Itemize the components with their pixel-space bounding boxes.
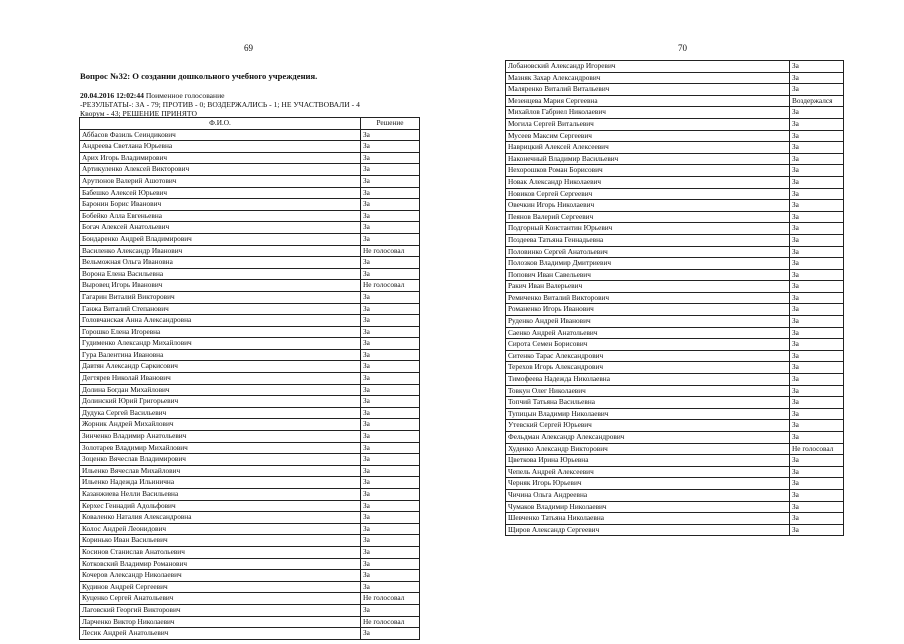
page-number: 70 (678, 43, 687, 53)
vote-decision: За (361, 500, 420, 512)
deputy-name: Ситенко Тарас Александрович (506, 350, 790, 362)
vote-decision: За (361, 141, 420, 153)
table-row (80, 535, 420, 547)
deputy-name: Мазняк Захар Александрович (506, 72, 790, 84)
table-row (80, 489, 420, 501)
vote-decision: За (790, 350, 844, 362)
header-decision: Решение (361, 118, 420, 130)
deputy-name: Зинченко Владимир Анатольевич (80, 431, 361, 443)
deputy-name: Жорник Андрей Михайлович (80, 419, 361, 431)
deputy-name: Фельдман Александр Александрович (506, 432, 790, 444)
table-row (80, 222, 420, 234)
deputy-name: Лобановский Александр Игоревич (506, 61, 790, 73)
vote-decision: За (790, 513, 844, 525)
page-number: 69 (244, 43, 253, 53)
table-row (80, 419, 420, 431)
vote-decision: Не голосовал (361, 593, 420, 605)
deputy-name: Тупицын Владимир Николаевич (506, 408, 790, 420)
vote-decision: За (790, 362, 844, 374)
table-row (506, 223, 844, 235)
deputy-name: Косинов Станислав Анатольевич (80, 546, 361, 558)
deputy-name: Василенко Александр Иванович (80, 245, 361, 257)
deputy-name: Лаговский Георгий Викторович (80, 604, 361, 616)
deputy-name: Щиров Александр Сергеевич (506, 524, 790, 536)
table-row (506, 304, 844, 316)
table-row (506, 292, 844, 304)
deputy-name: Андреева Светлана Юрьевна (80, 141, 361, 153)
deputy-name: Казанжиева Нелли Васильевна (80, 489, 361, 501)
table-row (506, 246, 844, 258)
vote-decision: За (361, 489, 420, 501)
vote-decision: За (790, 432, 844, 444)
vote-decision: За (361, 431, 420, 443)
table-row (506, 385, 844, 397)
deputy-name: Половинко Сергей Анатольевич (506, 246, 790, 258)
vote-decision: За (790, 455, 844, 467)
deputy-name: Пеянов Валерий Сергеевич (506, 211, 790, 223)
table-row (80, 129, 420, 141)
deputy-name: Маляренко Виталий Витальевич (506, 84, 790, 96)
vote-decision: Не голосовал (361, 616, 420, 628)
table-row (506, 107, 844, 119)
deputy-name: Колос Андрей Леонидович (80, 523, 361, 535)
deputy-name: Арутюнов Валерий Ашотович (80, 175, 361, 187)
vote-decision: Не голосовал (790, 443, 844, 455)
table-row (80, 315, 420, 327)
deputy-name: Терехов Игорь Александрович (506, 362, 790, 374)
deputy-name: Ворона Елена Васильевна (80, 268, 361, 280)
vote-decision: За (361, 210, 420, 222)
table-row (80, 454, 420, 466)
deputy-name: Головчанская Анна Александровна (80, 315, 361, 327)
table-row (80, 477, 420, 489)
table-row (506, 188, 844, 200)
deputy-name: Утевский Сергей Юрьевич (506, 420, 790, 432)
deputy-name: Кочеров Александр Николаевич (80, 570, 361, 582)
vote-decision: За (361, 465, 420, 477)
deputy-name: Гудименко Александр Михайлович (80, 338, 361, 350)
table-row (506, 420, 844, 432)
vote-decision: За (790, 258, 844, 270)
vote-decision: За (790, 374, 844, 386)
right-page (452, 0, 904, 644)
vote-decision: За (361, 604, 420, 616)
table-row (506, 130, 844, 142)
vote-decision: За (361, 546, 420, 558)
deputy-name: Долина Богдан Михайлович (80, 384, 361, 396)
deputy-name: Цветкова Ирина Юрьевна (506, 455, 790, 467)
table-row (506, 524, 844, 536)
vote-decision: За (790, 107, 844, 119)
vote-decision: Не голосовал (361, 245, 420, 257)
vote-decision: За (361, 628, 420, 640)
table-row (506, 408, 844, 420)
vote-decision: За (790, 501, 844, 513)
table-row (506, 466, 844, 478)
deputy-name: Артикуленко Алексей Викторович (80, 164, 361, 176)
deputy-name: Ильенко Вячеслав Михайлович (80, 465, 361, 477)
table-row (506, 118, 844, 130)
table-row (506, 269, 844, 281)
deputy-name: Михайлов Габриел Николаевич (506, 107, 790, 119)
table-row (506, 513, 844, 525)
table-row (80, 338, 420, 350)
table-row (506, 281, 844, 293)
table-row (506, 72, 844, 84)
vote-decision: За (790, 304, 844, 316)
table-row (80, 199, 420, 211)
deputy-name: Куценко Сергей Анатольевич (80, 593, 361, 605)
vote-table-right (505, 60, 844, 536)
deputy-name: Ильенко Надежда Ильинична (80, 477, 361, 489)
deputy-name: Гура Валентина Ивановна (80, 349, 361, 361)
table-row (506, 176, 844, 188)
vote-quorum: Кворум - 43; РЕШЕНИЕ ПРИНЯТО (80, 109, 197, 118)
table-row (80, 326, 420, 338)
deputy-name: Богач Алексей Анатольевич (80, 222, 361, 234)
vote-decision: За (790, 188, 844, 200)
vote-decision: За (790, 466, 844, 478)
table-row (80, 604, 420, 616)
vote-decision: За (361, 570, 420, 582)
table-row (506, 489, 844, 501)
vote-decision: За (361, 257, 420, 269)
vote-decision: За (790, 165, 844, 177)
table-row (80, 407, 420, 419)
table-row (80, 431, 420, 443)
vote-decision: За (361, 129, 420, 141)
table-row (80, 500, 420, 512)
vote-decision: За (790, 211, 844, 223)
table-row (80, 593, 420, 605)
vote-datetime: 20.04.2016 12:02:44 (80, 91, 144, 100)
table-row (80, 187, 420, 199)
deputy-name: Дегтярев Николай Иванович (80, 373, 361, 385)
vote-decision: За (790, 142, 844, 154)
deputy-name: Нехорошков Роман Борисович (506, 165, 790, 177)
deputy-name: Кудинов Андрей Сергеевич (80, 581, 361, 593)
vote-results: -РЕЗУЛЬТАТЫ-: ЗА - 79; ПРОТИВ - 0; ВОЗДЕРЖАЛИСЬ - 1; НЕ УЧАСТВОВАЛИ - 4 (80, 100, 360, 109)
table-row (80, 581, 420, 593)
vote-decision: За (790, 269, 844, 281)
vote-decision: За (361, 315, 420, 327)
vote-decision: За (361, 523, 420, 535)
table-row (80, 512, 420, 524)
deputy-name: Чепель Андрей Алексеевич (506, 466, 790, 478)
table-row (506, 84, 844, 96)
deputy-name: Вельможная Ольга Ивановна (80, 257, 361, 269)
deputy-name: Ремиченко Виталий Викторович (506, 292, 790, 304)
deputy-name: Новак Александр Николаевич (506, 176, 790, 188)
deputy-name: Романенко Игорь Иванович (506, 304, 790, 316)
table-row (80, 361, 420, 373)
vote-decision: За (790, 478, 844, 490)
deputy-name: Саенко Андрей Анатольевич (506, 327, 790, 339)
table-row (80, 245, 420, 257)
vote-decision: За (361, 384, 420, 396)
vote-decision: За (790, 397, 844, 409)
deputy-name: Коваленко Наталия Александровна (80, 512, 361, 524)
table-row (80, 210, 420, 222)
vote-decision: За (790, 327, 844, 339)
vote-decision: За (361, 477, 420, 489)
vote-decision: За (790, 385, 844, 397)
deputy-name: Попович Иван Савельевич (506, 269, 790, 281)
deputy-name: Керхес Геннадий Адольфович (80, 500, 361, 512)
table-row (506, 443, 844, 455)
table-row (506, 153, 844, 165)
deputy-name: Гагарин Виталий Викторович (80, 291, 361, 303)
vote-decision: За (790, 420, 844, 432)
vote-decision: За (790, 130, 844, 142)
vote-decision: За (790, 292, 844, 304)
deputy-name: Ларченко Виктор Николаевич (80, 616, 361, 628)
deputy-name: Ракич Иван Валерьевич (506, 281, 790, 293)
question-title: Вопрос №32: О создании дошкольного учебного учреждения. (80, 71, 318, 81)
vote-decision: За (361, 175, 420, 187)
vote-decision: За (361, 419, 420, 431)
table-row (80, 268, 420, 280)
deputy-name: Руденко Андрей Иванович (506, 316, 790, 328)
table-row (80, 257, 420, 269)
vote-decision: За (790, 223, 844, 235)
vote-decision: За (790, 316, 844, 328)
table-row (80, 465, 420, 477)
table-row (506, 350, 844, 362)
table-row (80, 291, 420, 303)
table-row (80, 628, 420, 640)
deputy-name: Наконечный Владимир Васильевич (506, 153, 790, 165)
vote-decision: За (361, 396, 420, 408)
vote-type: Поименное голосование (145, 91, 225, 100)
deputy-name: Сирота Семен Борисович (506, 339, 790, 351)
deputy-name: Подгорный Константин Юрьевич (506, 223, 790, 235)
table-row (80, 152, 420, 164)
vote-decision: За (361, 454, 420, 466)
vote-decision: За (361, 268, 420, 280)
vote-decision: За (361, 326, 420, 338)
table-row (80, 303, 420, 315)
deputy-name: Арих Игорь Владимирович (80, 152, 361, 164)
deputy-name: Бабешко Алексей Юрьевич (80, 187, 361, 199)
deputy-name: Долинский Юрий Григорьевич (80, 396, 361, 408)
table-row (506, 61, 844, 73)
header-fio: Ф.И.О. (80, 118, 361, 130)
vote-decision: За (361, 199, 420, 211)
deputy-name: Новиков Сергей Сергеевич (506, 188, 790, 200)
table-row (80, 546, 420, 558)
vote-decision: За (361, 291, 420, 303)
table-row (506, 258, 844, 270)
table-row (506, 316, 844, 328)
table-row (506, 211, 844, 223)
deputy-name: Давтян Александр Саркисович (80, 361, 361, 373)
vote-decision: За (790, 61, 844, 73)
vote-table-left (79, 117, 420, 640)
deputy-name: Выровец Игорь Иванович (80, 280, 361, 292)
vote-decision: За (790, 176, 844, 188)
table-row (506, 234, 844, 246)
deputy-name: Овечкин Игорь Николаевич (506, 200, 790, 212)
table-row (80, 233, 420, 245)
deputy-name: Бондаренко Андрей Владимирович (80, 233, 361, 245)
table-row (80, 175, 420, 187)
table-row (506, 374, 844, 386)
deputy-name: Шевченко Татьяна Николаевна (506, 513, 790, 525)
deputy-name: Коринько Иван Васильевич (80, 535, 361, 547)
table-row (506, 142, 844, 154)
deputy-name: Бобейко Алла Евгеньевна (80, 210, 361, 222)
table-row (80, 141, 420, 153)
vote-decision: За (790, 118, 844, 130)
deputy-name: Чумаков Владимир Николаевич (506, 501, 790, 513)
vote-decision: За (361, 535, 420, 547)
table-row (506, 478, 844, 490)
deputy-name: Зоценко Вячеслав Владимирович (80, 454, 361, 466)
deputy-name: Аббасов Фазиль Сеиндикович (80, 129, 361, 141)
table-row (80, 349, 420, 361)
deputy-name: Черняк Игорь Юрьевич (506, 478, 790, 490)
table-row (506, 455, 844, 467)
deputy-name: Худенко Александр Викторович (506, 443, 790, 455)
deputy-name: Лесик Андрей Анатольевич (80, 628, 361, 640)
vote-decision: За (361, 407, 420, 419)
table-row (506, 397, 844, 409)
deputy-name: Чичина Ольга Андреевна (506, 489, 790, 501)
deputy-name: Тимофеева Надежда Николаевна (506, 374, 790, 386)
deputy-name: Поздеева Татьяна Геннадьевна (506, 234, 790, 246)
table-row (506, 432, 844, 444)
deputy-name: Полозков Владимир Дмитриевич (506, 258, 790, 270)
vote-decision: За (361, 222, 420, 234)
table-row (80, 396, 420, 408)
vote-decision: За (790, 339, 844, 351)
vote-decision: За (361, 303, 420, 315)
table-row (506, 362, 844, 374)
deputy-name: Товкун Олег Николаевич (506, 385, 790, 397)
vote-decision: За (361, 349, 420, 361)
vote-decision: Воздержался (790, 95, 844, 107)
table-row (80, 280, 420, 292)
vote-decision: За (361, 442, 420, 454)
vote-decision: За (790, 489, 844, 501)
deputy-name: Мусеев Максим Сергеевич (506, 130, 790, 142)
vote-decision: За (790, 246, 844, 258)
table-row (506, 501, 844, 513)
vote-decision: За (790, 200, 844, 212)
vote-decision: За (361, 187, 420, 199)
deputy-name: Горошко Елена Игоревна (80, 326, 361, 338)
vote-decision: За (361, 558, 420, 570)
vote-decision: За (361, 152, 420, 164)
deputy-name: Баронин Борис Иванович (80, 199, 361, 211)
vote-decision: За (790, 408, 844, 420)
vote-decision: За (361, 164, 420, 176)
vote-decision: За (790, 524, 844, 536)
table-row (80, 558, 420, 570)
table-row (80, 442, 420, 454)
vote-decision: За (790, 84, 844, 96)
vote-datetime-line (80, 91, 225, 100)
table-row (80, 373, 420, 385)
vote-decision: За (790, 281, 844, 293)
vote-decision: За (361, 338, 420, 350)
vote-decision: Не голосовал (361, 280, 420, 292)
table-row (80, 570, 420, 582)
vote-decision: За (790, 153, 844, 165)
vote-decision: За (361, 233, 420, 245)
table-header-row (80, 118, 420, 130)
vote-decision: За (790, 234, 844, 246)
vote-decision: За (361, 373, 420, 385)
deputy-name: Наврицкий Алексей Алексеевич (506, 142, 790, 154)
table-row (506, 339, 844, 351)
table-row (80, 523, 420, 535)
table-row (80, 616, 420, 628)
deputy-name: Топчий Татьяна Васильевна (506, 397, 790, 409)
vote-decision: За (361, 361, 420, 373)
deputy-name: Ганжа Виталий Степанович (80, 303, 361, 315)
table-row (80, 164, 420, 176)
deputy-name: Дудука Сергей Васильевич (80, 407, 361, 419)
table-row (506, 327, 844, 339)
vote-decision: За (361, 581, 420, 593)
deputy-name: Могила Сергей Витальевич (506, 118, 790, 130)
vote-decision: За (790, 72, 844, 84)
table-row (80, 384, 420, 396)
table-row (506, 165, 844, 177)
deputy-name: Котковский Владимир Романович (80, 558, 361, 570)
deputy-name: Золотарев Владимир Михайлович (80, 442, 361, 454)
table-row (506, 200, 844, 212)
table-row (506, 95, 844, 107)
deputy-name: Мезенцева Мария Сергеевна (506, 95, 790, 107)
vote-decision: За (361, 512, 420, 524)
